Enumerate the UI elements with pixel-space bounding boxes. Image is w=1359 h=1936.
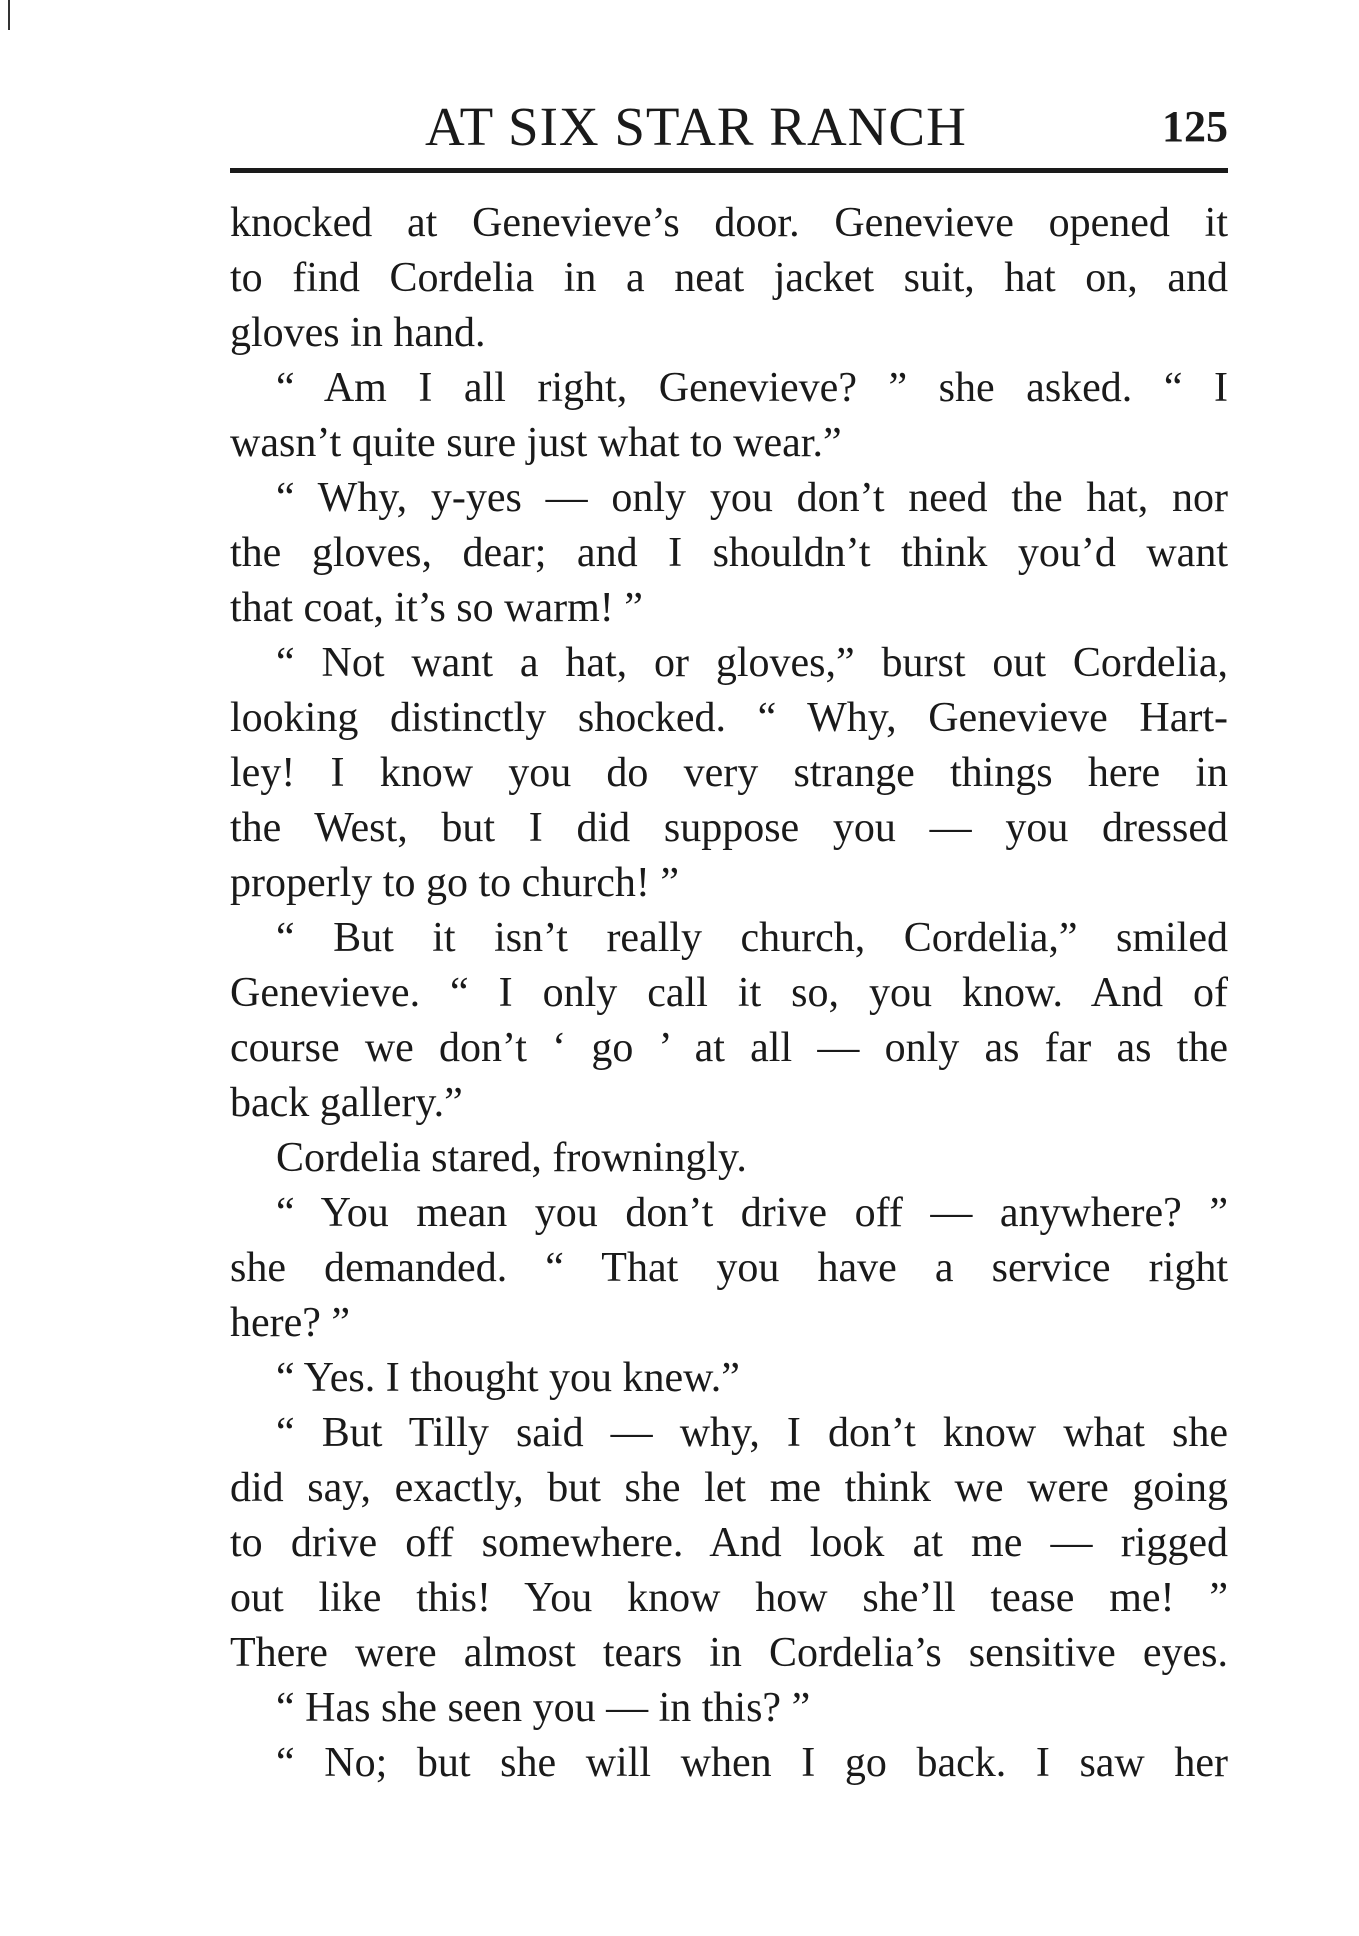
text-line: the West, but I did suppose you — you dressed xyxy=(230,805,1228,851)
text-line: she demanded. “ That you have a service right xyxy=(230,1245,1228,1291)
scan-margin-mark xyxy=(8,0,10,30)
text-line: “ You mean you don’t drive off — anywhere? ” xyxy=(276,1190,1228,1236)
text-line: There were almost tears in Cordelia’s sensitive eyes. xyxy=(230,1630,1228,1676)
text-line: Genevieve. “ I only call it so, you know. And of xyxy=(230,970,1228,1016)
text-line: “ Am I all right, Genevieve? ” she asked. “ I xyxy=(276,365,1228,411)
running-title: AT SIX STAR RANCH xyxy=(425,96,967,157)
page-number: 125 xyxy=(1162,102,1228,151)
text-line: “ No; but she will when I go back. I saw her xyxy=(276,1740,1228,1786)
text-line: back gallery.” xyxy=(230,1080,463,1126)
text-line: the gloves, dear; and I shouldn’t think you’d want xyxy=(230,530,1228,576)
text-line: “ Has she seen you — in this? ” xyxy=(276,1685,811,1731)
text-line: to drive off somewhere. And look at me — rigged xyxy=(230,1520,1228,1566)
text-line: properly to go to church! ” xyxy=(230,860,680,906)
text-line: here? ” xyxy=(230,1300,351,1346)
text-line: “ But Tilly said — why, I don’t know what she xyxy=(276,1410,1228,1456)
text-line: did say, exactly, but she let me think we were going xyxy=(230,1465,1228,1511)
body-text xyxy=(230,196,1228,1791)
text-line: “ Yes. I thought you knew.” xyxy=(276,1355,740,1401)
text-line: knocked at Genevieve’s door. Genevieve opened it xyxy=(230,200,1228,246)
text-line: ley! I know you do very strange things here in xyxy=(230,750,1228,796)
text-line: wasn’t quite sure just what to wear.” xyxy=(230,420,842,466)
text-line: gloves in hand. xyxy=(230,310,486,356)
book-page xyxy=(230,0,1228,1936)
text-line: out like this! You know how she’ll tease me! ” xyxy=(230,1575,1228,1621)
text-line: looking distinctly shocked. “ Why, Genevieve Hart- xyxy=(230,695,1228,741)
text-line: to find Cordelia in a neat jacket suit, hat on, and xyxy=(230,255,1228,301)
text-line: “ Not want a hat, or gloves,” burst out Cordelia, xyxy=(276,640,1228,686)
text-line: Cordelia stared, frowningly. xyxy=(276,1135,747,1181)
running-head xyxy=(230,92,1228,162)
text-line: course we don’t ‘ go ’ at all — only as far as the xyxy=(230,1025,1228,1071)
text-line: “ Why, y-yes — only you don’t need the hat, nor xyxy=(276,475,1228,521)
header-rule xyxy=(230,168,1228,173)
text-line: “ But it isn’t really church, Cordelia,” smiled xyxy=(276,915,1228,961)
text-line: that coat, it’s so warm! ” xyxy=(230,585,643,631)
